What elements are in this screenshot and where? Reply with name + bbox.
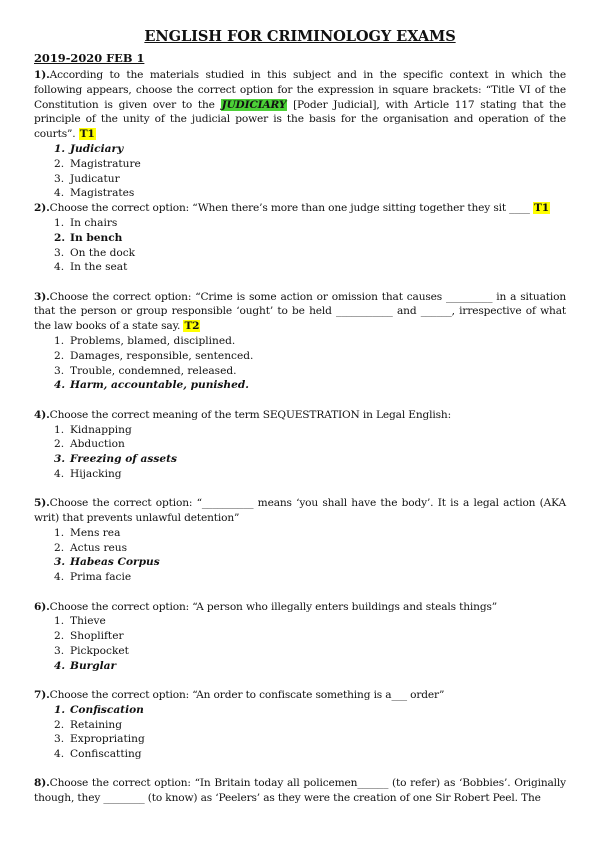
topic-tag: T2	[184, 320, 200, 333]
option: 1. Mens rea	[54, 526, 121, 539]
spacer	[34, 393, 566, 408]
option-correct: 3. Habeas Corpus	[54, 556, 160, 569]
question-number: 8).	[34, 777, 50, 790]
document-title: ENGLISH FOR CRIMINOLOGY EXAMS	[144, 28, 456, 45]
option: 4. Confiscatting	[54, 748, 142, 761]
question-6-text: 6).Choose the correct option: “A person who illegally enters buildings and steals things”	[34, 600, 498, 613]
option: 1. Kidnapping	[54, 423, 132, 436]
spacer	[34, 275, 566, 290]
option: 2. Abduction	[54, 438, 125, 451]
question-number: 2).	[34, 202, 50, 215]
option-correct: 3. Freezing of assets	[54, 453, 177, 466]
options-list	[34, 614, 566, 673]
option-correct: 1. Confiscation	[54, 703, 144, 716]
option: 1. Thieve	[54, 615, 106, 628]
question-number: 7).	[34, 688, 50, 701]
question-3-text: 3).Choose the correct option: “Crime is some action or omission that causes _________ in a situation that the person or group responsible ‘ought’ to be held ___________ and ______, irrespective of what the law books of a state say. T2	[34, 290, 566, 333]
option: 4. Hijacking	[54, 467, 122, 480]
question-4-text: 4).Choose the correct meaning of the term SEQUESTRATION in Legal English:	[34, 408, 452, 421]
question-3	[34, 290, 566, 394]
question-2	[34, 201, 566, 275]
spacer	[34, 673, 566, 688]
question-4	[34, 408, 566, 482]
option: 3. Pickpocket	[54, 644, 129, 657]
question-8	[34, 776, 566, 806]
option-correct: 4. Burglar	[54, 659, 117, 672]
question-number: 4).	[34, 408, 50, 421]
option: 2. Actus reus	[54, 541, 128, 554]
option: 3. Judicatur	[54, 172, 120, 185]
topic-tag: T1	[79, 128, 95, 141]
options-list	[34, 703, 566, 762]
question-8-text: 8).Choose the correct option: “In Britain today all policemen______ (to refer) as ‘Bobbies’. Originally though, they ________ (to know) as ‘Peelers’ as they were the creation of one Sir Robert Peel. The	[34, 777, 566, 805]
options-list	[34, 216, 566, 275]
topic-tag: T1	[533, 202, 549, 215]
question-1-text: 1).According to the materials studied in this subject and in the specific context in which the following appears, choose the correct option for the expression in square brackets: “Title VI of the Constitution is given over to the JUDICIARY [Poder Judicial], with Article 117 stating that the principle of the unity of the judicial power is the basis for the organisation and operation of the courts”. T1	[34, 69, 567, 141]
option: 3. On the dock	[54, 246, 136, 259]
option: 4. Prima facie	[54, 571, 132, 584]
question-7-text: 7).Choose the correct option: “An order to confiscate something is a___ order”	[34, 688, 445, 701]
option-correct: 4. Harm, accountable, punished.	[54, 379, 249, 392]
option-correct: 2. In bench	[54, 231, 123, 244]
option: 2. Damages, responsible, sentenced.	[54, 349, 254, 362]
highlighted-term: JUDICIARY	[221, 98, 287, 111]
options-list	[34, 142, 566, 201]
option: 2. Shoplifter	[54, 630, 124, 643]
question-number: 6).	[34, 600, 50, 613]
question-1	[34, 68, 566, 201]
question-5-text: 5).Choose the correct option: “__________ means ‘you shall have the body’. It is a legal action (AKA writ) that prevents unlawful detention”	[34, 497, 566, 525]
option: 1. Problems, blamed, disciplined.	[54, 335, 236, 348]
question-5	[34, 496, 566, 585]
option-correct: 1. Judiciary	[54, 142, 124, 155]
options-list	[34, 423, 566, 482]
question-7	[34, 688, 566, 762]
spacer	[34, 482, 566, 497]
option: 3. Trouble, condemned, released.	[54, 364, 237, 377]
option: 2. Retaining	[54, 718, 123, 731]
option: 4. In the seat	[54, 261, 128, 274]
spacer	[34, 585, 566, 600]
document-page	[34, 28, 566, 806]
question-2-text: 2).Choose the correct option: “When there’s more than one judge sitting together they sit ____ T1	[34, 202, 549, 215]
question-number: 1).	[34, 69, 50, 81]
question-number: 3).	[34, 290, 50, 303]
spacer	[34, 762, 566, 777]
options-list	[34, 334, 566, 393]
question-number: 5).	[34, 497, 50, 510]
options-list	[34, 526, 566, 585]
section-heading: 2019-2020 FEB 1	[34, 51, 145, 65]
option: 4. Magistrates	[54, 187, 135, 200]
question-6	[34, 600, 566, 674]
option: 1. In chairs	[54, 216, 118, 229]
option: 3. Expropriating	[54, 733, 145, 746]
option: 2. Magistrature	[54, 157, 141, 170]
